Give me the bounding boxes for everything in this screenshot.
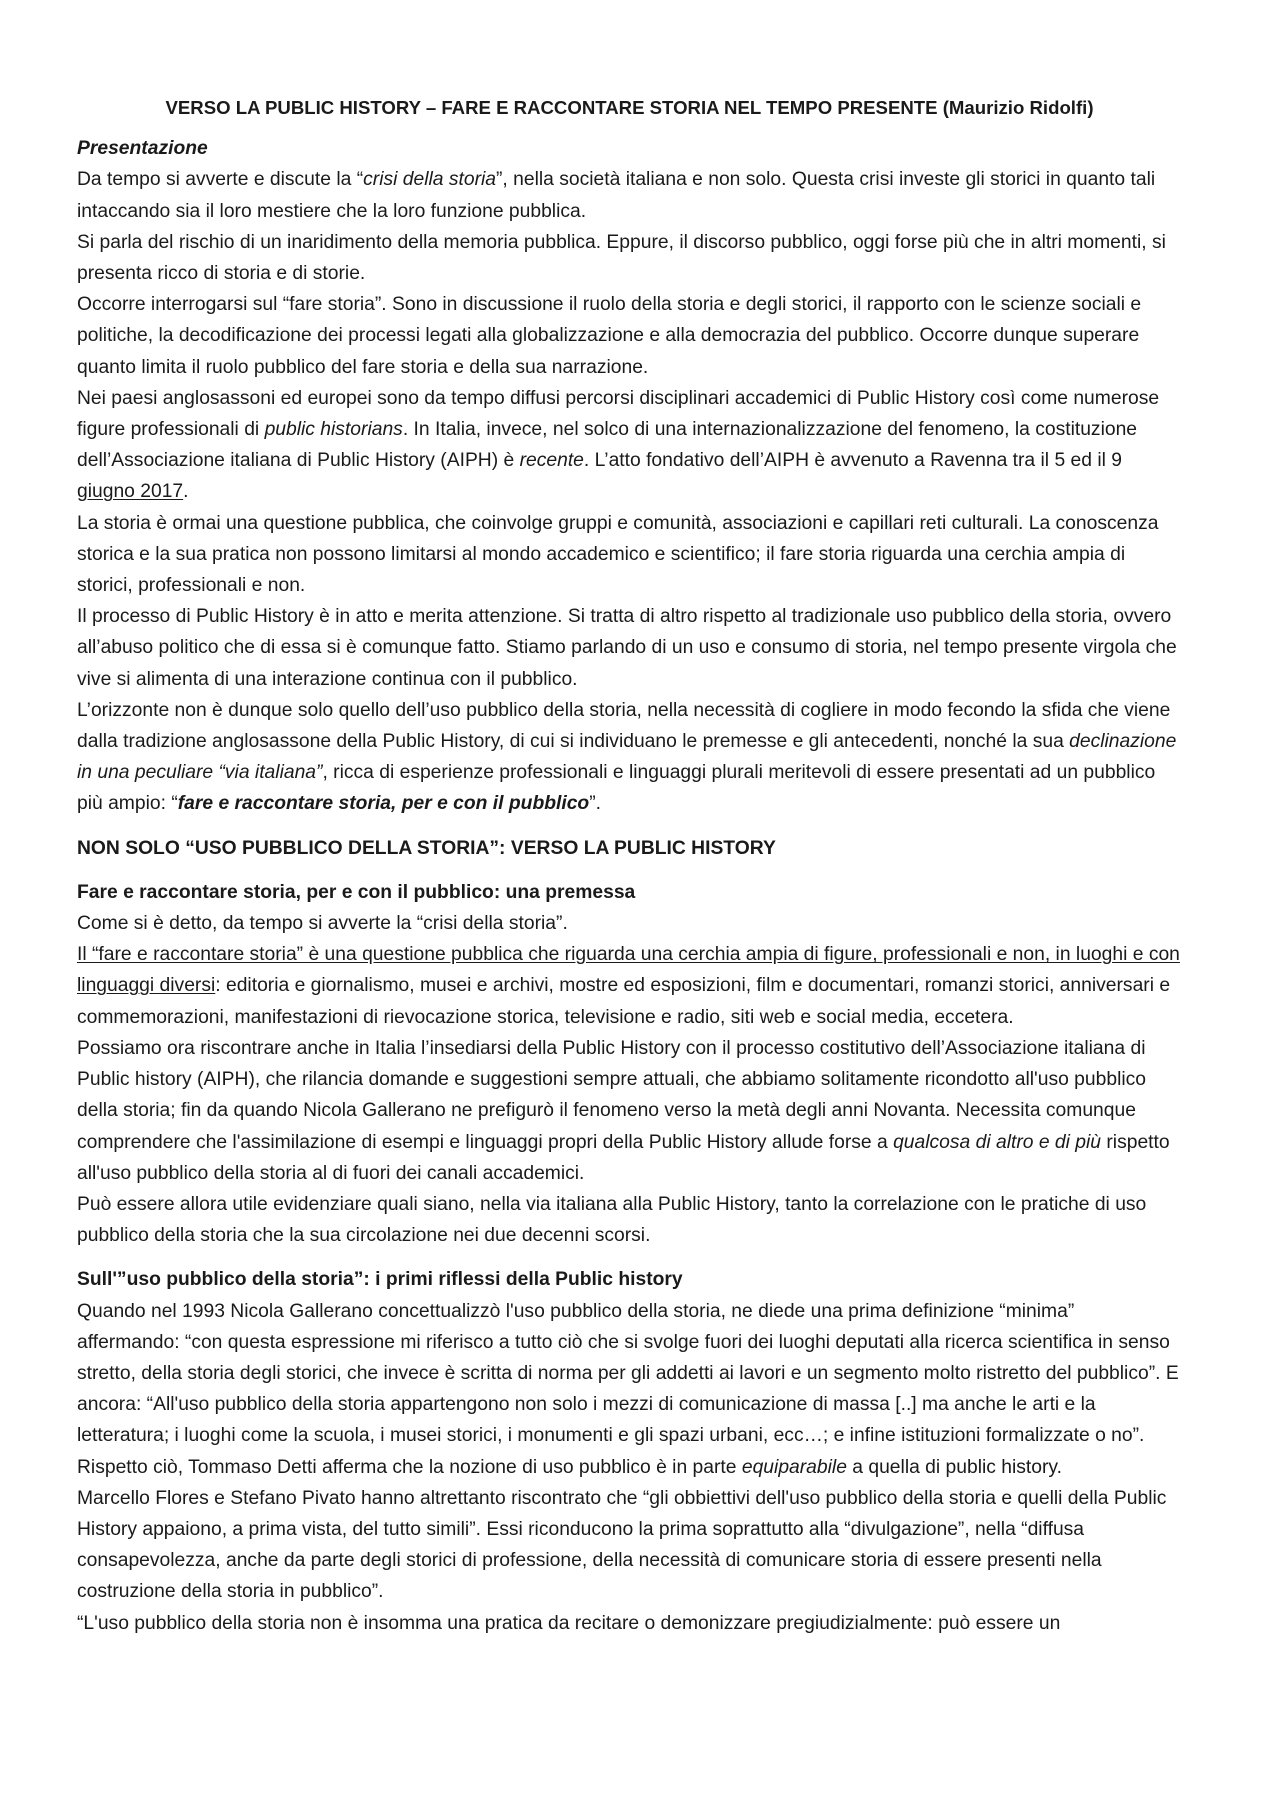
presentazione-paragraph-3: Occorre interrogarsi sul “fare storia”. Sono in discussione il ruolo della storia e degli storici, il rapporto con le scienze sociali e politiche, la decodificazione dei processi legati alla globalizzazione e alla democrazia del pubblico. Occorre dunque superare quanto limita il ruolo pubblico del fare storia e della sua narrazione. <box>77 294 1142 378</box>
riflessi-paragraph-3: Marcello Flores e Stefano Pivato hanno altrettanto riscontrato che “gli obbiettivi dell'uso pubblico della storia e quelli della Public History appaiono, a prima vista, del tutto simili”. Essi riconducono la prima soprattutto alla “divulgazione”, nella “diffusa consapevolezza, anche da parte degli storici di professione, della necessità di comunicare storia di essere presenti nella costruzione della storia in pubblico”. <box>77 1487 1167 1603</box>
spacer <box>77 1251 1182 1264</box>
presentazione-heading: Presentazione <box>77 138 208 160</box>
riflessi-heading: Sull'”uso pubblico della storia”: i primi riflessi della Public history <box>77 1269 683 1291</box>
presentazione-paragraph-6: Il processo di Public History è in atto e merita attenzione. Si tratta di altro rispetto al tradizionale uso pubblico della storia, ovvero all’abuso politico che di essa si è comunque fatto. Stiamo parlando di un uso e consumo di storia, nel tempo presente virgola che vive si alimenta di una interazione continua con il pubblico. <box>77 606 1177 690</box>
presentazione-paragraph-7: L’orizzonte non è dunque solo quello dell’uso pubblico della storia, nella necessità di cogliere in modo fecondo la sfida che viene dalla tradizione anglosassone della Public History, di cui si individuano le premesse e gli antecedenti, nonché la sua declinazione in una peculiare “via italiana”, ricca di esperienze professionali e linguaggi plurali meritevoli di essere presentati ad un pubblico più ampio: “fare e raccontare storia, per e con il pubblico”. <box>77 699 1177 815</box>
section-heading: NON SOLO “USO PUBBLICO DELLA STORIA”: VERSO LA PUBLIC HISTORY <box>77 837 776 859</box>
riflessi-paragraph-2: Rispetto ciò, Tommaso Detti afferma che la nozione di uso pubblico è in parte equiparabile a quella di public history. <box>77 1456 1062 1478</box>
document-title: VERSO LA PUBLIC HISTORY – FARE E RACCONTARE STORIA NEL TEMPO PRESENTE (Maurizio Ridolfi) <box>165 97 1094 118</box>
presentazione-paragraph-5: La storia è ormai una questione pubblica, che coinvolge gruppi e comunità, associazioni e capillari reti culturali. La conoscenza storica e la sua pratica non possono limitarsi al mondo accademico e scientifico; il fare storia riguarda una cerchia ampia di storici, professionali e non. <box>77 512 1159 597</box>
riflessi-paragraph-1: Quando nel 1993 Nicola Gallerano concettualizzò l'uso pubblico della storia, ne diede una prima definizione “minima” affermando: “con questa espressione mi riferisco a tutto ciò che si svolge fuori dei luoghi deputati alla ricerca scientifica in senso stretto, della storia degli storici, che invece è scritta di norma per gli addetti ai lavori e un segmento molto ristretto del pubblico”. E ancora: “All'uso pubblico della storia appartengono non solo i mezzi di comunicazione di massa [..] ma anche le arti e la letteratura; i luoghi come la scuola, i musei storici, i monumenti e gli spazi urbani, ecc…; e infine istituzioni formalizzate o no”. <box>77 1300 1179 1447</box>
presentazione-paragraph-4: Nei paesi anglosassoni ed europei sono da tempo diffusi percorsi disciplinari accademici di Public History così come numerose figure professionali di public historians. In Italia, invece, nel solco di una internazionalizzazione del fenomeno, la costituzione dell’Associazione italiana di Public History (AIPH) è recente. L’atto fondativo dell’AIPH è avvenuto a Ravenna tra il 5 ed il 9 giugno 2017. <box>77 387 1160 503</box>
riflessi-paragraph-4: “L'uso pubblico della storia non è insomma una pratica da recitare o demonizzare pregiudizialmente: può essere un <box>77 1612 1061 1634</box>
premessa-paragraph-4: Può essere allora utile evidenziare quali siano, nella via italiana alla Public History, tanto la correlazione con le pratiche di uso pubblico della storia che la sua circolazione nei due decenni scorsi. <box>77 1193 1147 1247</box>
spacer <box>77 820 1182 833</box>
premessa-paragraph-2: Il “fare e raccontare storia” è una questione pubblica che riguarda una cerchia ampia di figure, professionali e non, in luoghi e con linguaggi diversi: editoria e giornalismo, musei e archivi, mostre ed esposizioni, film e documentari, romanzi storici, anniversari e commemorazioni, manifestazioni di rievocazione storica, televisione e radio, siti web e social media, eccetera. <box>77 944 1180 1028</box>
presentazione-paragraph-1: Da tempo si avverte e discute la “crisi della storia”, nella società italiana e non solo. Questa crisi investe gli storici in quanto tali intaccando sia il loro mestiere che la loro funzione pubblica. <box>77 169 1156 222</box>
presentazione-paragraph-2: Si parla del rischio di un inaridimento della memoria pubblica. Eppure, il discorso pubblico, oggi forse più che in altri momenti, si presenta ricco di storia e di storie. <box>77 231 1166 285</box>
premessa-heading: Fare e raccontare storia, per e con il pubblico: una premessa <box>77 881 636 903</box>
spacer <box>77 864 1182 877</box>
premessa-paragraph-1: Come si è detto, da tempo si avverte la “crisi della storia”. <box>77 913 568 935</box>
premessa-paragraph-3: Possiamo ora riscontrare anche in Italia l’insediarsi della Public History con il processo costitutivo dell’Associazione italiana di Public history (AIPH), che rilancia domande e suggestioni sempre attuali, che abbiamo solitamente ricondotto all'uso pubblico della storia; fin da quando Nicola Gallerano ne prefigurò il fenomeno verso la metà degli anni Novanta. Necessita comunque comprendere che l'assimilazione di esempi e linguaggi propri della Public History allude forse a qualcosa di altro e di più rispetto all'uso pubblico della storia al di fuori dei canali accademici. <box>77 1037 1170 1184</box>
